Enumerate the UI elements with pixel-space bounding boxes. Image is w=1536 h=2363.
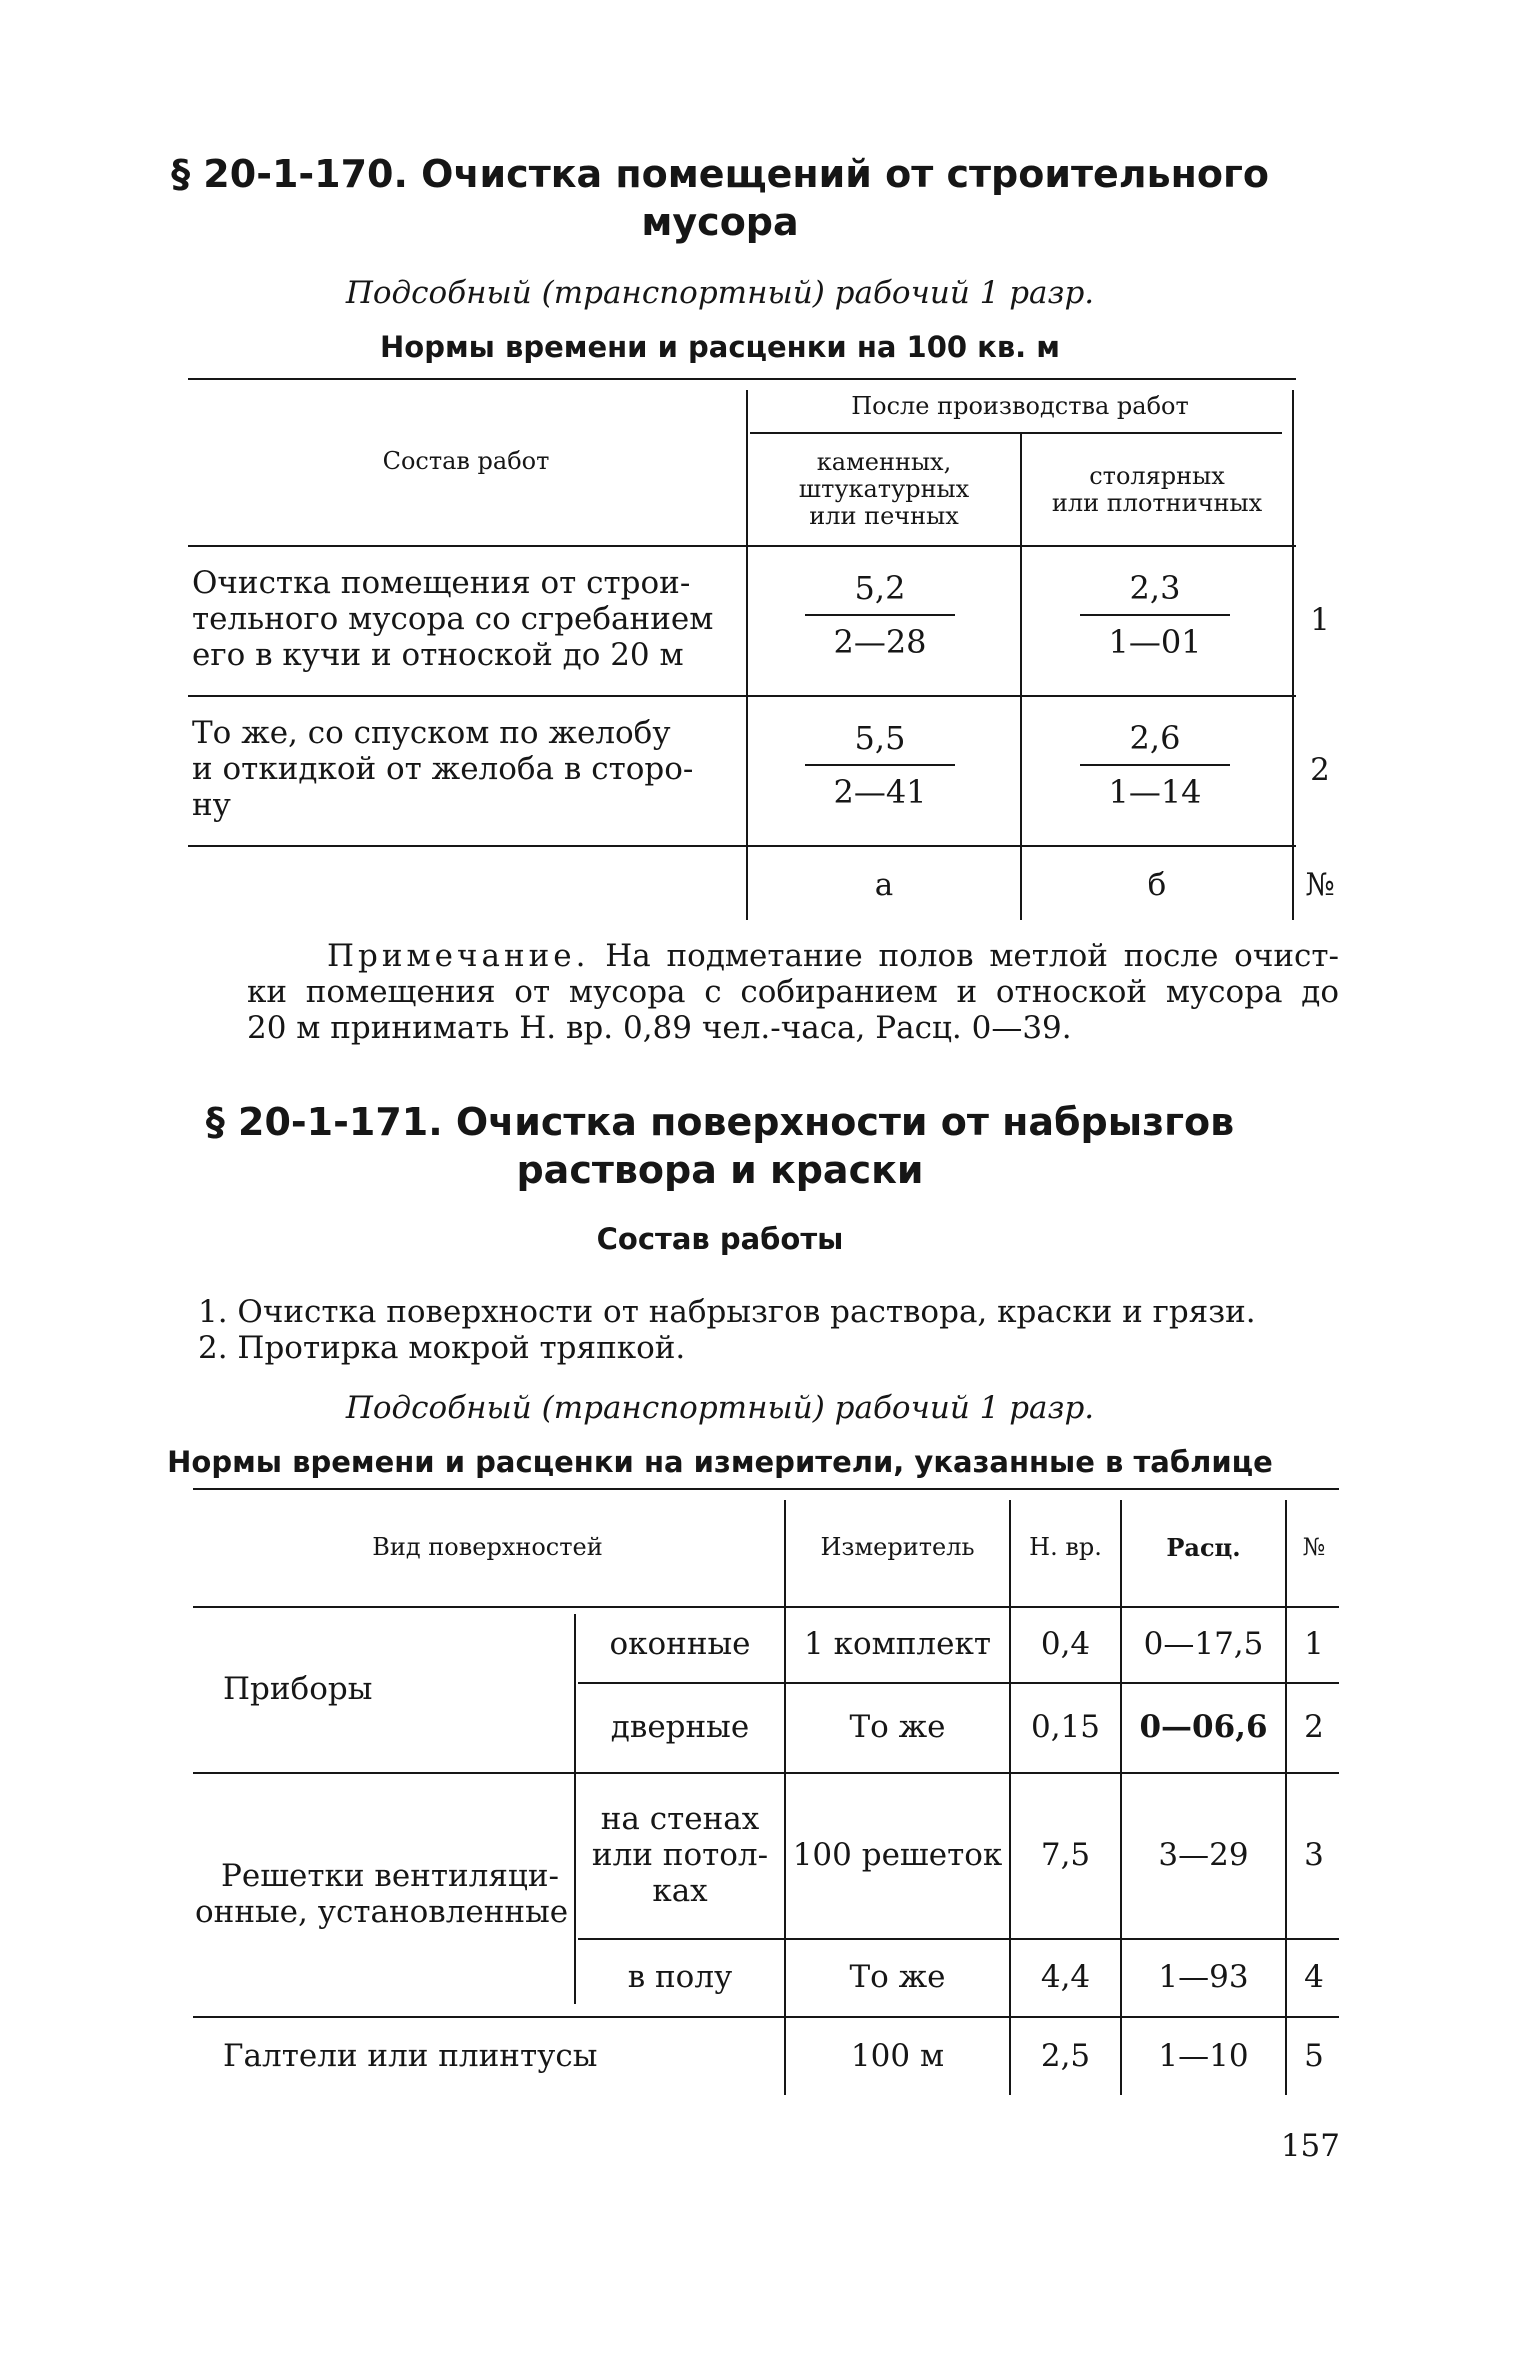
table1-row2-a-rate: 2—41 bbox=[833, 773, 927, 811]
table2-row2-num: 2 bbox=[1304, 1709, 1324, 1745]
table2-row2-rate: 0—06,6 bbox=[1139, 1709, 1268, 1745]
table2-row5-norm: 2,5 bbox=[1040, 2038, 1091, 2074]
section2-steps bbox=[198, 1294, 1338, 1366]
section1-norms-title: Нормы времени и расценки на 100 кв. м bbox=[380, 330, 1060, 364]
table2-row3-norm: 7,5 bbox=[1040, 1837, 1091, 1873]
table2-row1-num: 1 bbox=[1304, 1626, 1324, 1662]
table1-row1-work: Очистка помещения от строи- тельного мусора со сгребанием его в кучи и отноской до 20 м bbox=[192, 565, 714, 673]
page-number: 157 bbox=[1280, 2128, 1340, 2164]
table2-row1-unit: 1 комплект bbox=[804, 1626, 991, 1662]
table2-row4-sub: в полу bbox=[627, 1959, 733, 1995]
table1-row2-work: То же, со спуском по желобу и откидкой от желоба в сторо- ну bbox=[192, 715, 694, 823]
table1-row2-a-norm: 5,5 bbox=[854, 719, 906, 757]
section2-heading-line2: раствора и краски bbox=[516, 1148, 924, 1192]
table1-header-work: Состав работ bbox=[382, 447, 550, 475]
table2-row5-unit: 100 м bbox=[850, 2038, 945, 2074]
table2-row1-norm: 0,4 bbox=[1040, 1626, 1091, 1662]
table2-header-surface: Вид поверхностей bbox=[372, 1532, 603, 1561]
table1-row1-a-norm: 5,2 bbox=[854, 569, 906, 607]
table2-row4-norm: 4,4 bbox=[1040, 1959, 1091, 1995]
section2-composition-title: Состав работы bbox=[596, 1222, 844, 1256]
table2-row4-num: 4 bbox=[1304, 1959, 1324, 1995]
table1-row2-b-norm: 2,6 bbox=[1129, 719, 1181, 757]
table2-row1-rate: 0—17,5 bbox=[1143, 1626, 1264, 1662]
step-1: 1. Очистка поверхности от набрызгов раствора, краски и грязи. bbox=[198, 1294, 1256, 1330]
table2-row3-rate: 3—29 bbox=[1158, 1837, 1249, 1873]
table2-row2-unit: То же bbox=[849, 1709, 946, 1745]
table2-header-rate: Расц. bbox=[1166, 1532, 1241, 1562]
table1-row2-num: 2 bbox=[1310, 752, 1330, 788]
table2-row2-norm: 0,15 bbox=[1030, 1709, 1101, 1745]
table1-header-b: столярных или плотничных bbox=[1051, 461, 1263, 517]
table2-row4-rate: 1—93 bbox=[1158, 1959, 1249, 1995]
section2-heading bbox=[150, 1098, 1290, 1194]
table1-row1-b-rate: 1—01 bbox=[1108, 623, 1202, 661]
table2-header-norm: Н. вр. bbox=[1029, 1532, 1102, 1561]
table2-row4-unit: То же bbox=[849, 1959, 946, 1995]
section2-norms-title: Нормы времени и расценки на измерители, указанные в таблице bbox=[167, 1445, 1273, 1479]
table2-header-num: № bbox=[1302, 1532, 1326, 1561]
table1-row1-a-rate: 2—28 bbox=[833, 623, 927, 661]
table1-row2-b-rate: 1—14 bbox=[1108, 773, 1202, 811]
table2-row1-sub: оконные bbox=[609, 1626, 751, 1662]
section1-heading-line2: мусора bbox=[641, 200, 799, 244]
table1-header-after: После производства работ bbox=[851, 391, 1189, 420]
table1-row1-num: 1 bbox=[1310, 602, 1330, 638]
note-label: Примечание. bbox=[327, 938, 590, 974]
section2-worker: Подсобный (транспортный) рабочий 1 разр. bbox=[345, 1390, 1095, 1426]
table2-row3-sub: на стенах или потол- ках bbox=[591, 1801, 769, 1909]
table2-header-unit: Измеритель bbox=[820, 1532, 975, 1561]
section1-heading-line1: § 20-1-170. Очистка помещений от строительного bbox=[171, 152, 1269, 196]
section1-note: Примечание. На подметание полов метлой после очист- ки помещения от мусора с собиранием и отноской мусора до 20 м принимать Н. вр. 0,89 чел.-часа, Расц. 0—39. bbox=[247, 938, 1339, 1046]
table2-row3-unit: 100 решеток bbox=[792, 1837, 1003, 1873]
table2-row5-label: Галтели или плинтусы bbox=[223, 2038, 598, 2074]
table2-group2-label: Решетки вентиляци- онные, установленные bbox=[195, 1858, 569, 1930]
table2-group1-label: Приборы bbox=[223, 1671, 373, 1707]
section1-worker: Подсобный (транспортный) рабочий 1 разр. bbox=[345, 275, 1095, 311]
table2-row5-rate: 1—10 bbox=[1158, 2038, 1249, 2074]
section2-heading-line1: § 20-1-171. Очистка поверхности от набрызгов bbox=[205, 1100, 1235, 1144]
table2-row5-num: 5 bbox=[1304, 2038, 1324, 2074]
table1-footer-a: а bbox=[874, 867, 894, 903]
table1-row1-b-norm: 2,3 bbox=[1129, 569, 1181, 607]
table2-row3-num: 3 bbox=[1304, 1837, 1324, 1873]
table1-footer-b: б bbox=[1147, 867, 1167, 903]
table2-row2-sub: дверные bbox=[610, 1709, 750, 1745]
section1-heading bbox=[150, 150, 1290, 246]
table1-footer-num: № bbox=[1305, 867, 1335, 903]
step-2: 2. Протирка мокрой тряпкой. bbox=[198, 1330, 686, 1366]
table1-header-a: каменных, штукатурных или печных bbox=[798, 448, 970, 530]
